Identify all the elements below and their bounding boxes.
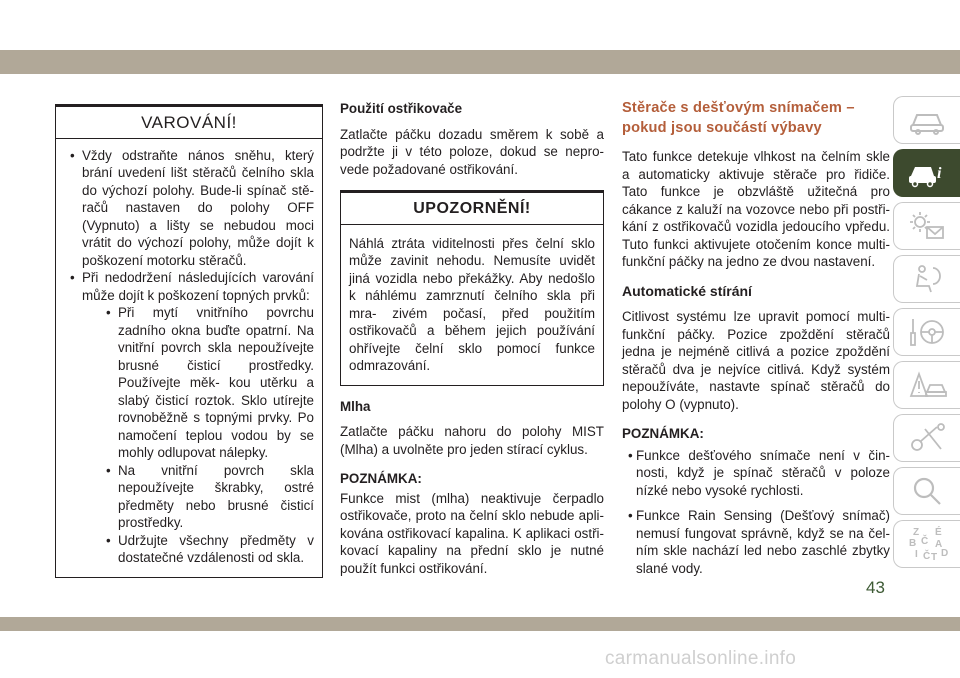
warning-item-text: Vždy odstraňte nános sněhu, který brání uvedení lišt stěračů čelního skla do výchozí polohy. Bude-li spínač stě- račů nastaven do polohy OFF (Vypnuto) a lišty se nebudou moci vrátit do výchozí polohy, může dojít k poškození motorku stěračů.	[82, 147, 314, 268]
auto-wipe-text: Citlivost systému lze upravit pomocí multi- funkční páčky. Pozice zpoždění stěračů jedna je nejméně citlivá a pozice zpoždění stěračů dva je nejvíce citlivá. Když systém nepoužíváte, nastavte spínač stěračů do polohy O (vypnuto).	[622, 309, 890, 412]
warning-item-text: Při nedodržení následujících varování může dojít k poškození topných prvků:	[82, 270, 314, 303]
tab-magnifier[interactable]	[893, 467, 960, 515]
warning-subitem: • Při mytí vnitřního povrchu zadního okna buďte opatrní. Na vnitřní povrch skla nepoužívejte brusné čisticí prostředky. Používejte měk- kou utěrku a slabý čisticí roztok. Sklo utírejte rovnoběžně s topnými prvky. Po namočení teplou vodou by se mohly odlupovat nálepky.	[98, 304, 314, 462]
top-margin	[0, 0, 960, 50]
right-column	[622, 98, 890, 577]
index-letter: A	[935, 539, 943, 550]
rain-sensing-title: Stěrače s dešťovým snímačem – pokud jsou součástí výbavy	[622, 100, 855, 136]
index-letter: Č	[921, 536, 929, 547]
index-letter: B	[909, 538, 917, 549]
note2-item: • Funkce dešťového snímače není v čin- nosti, když je spínač stěračů v poloze nízké nebo vysoké rychlosti.	[622, 447, 890, 500]
caution-box	[340, 190, 604, 386]
tab-alphabet-index[interactable]	[893, 520, 960, 568]
header-bar	[0, 50, 960, 74]
note2-heading: POZNÁMKA:	[622, 426, 704, 441]
car-info-icon	[907, 156, 947, 190]
middle-column	[340, 100, 604, 589]
left-column	[55, 104, 323, 578]
alphabet-index-icon	[907, 524, 947, 564]
tab-wrench-tools[interactable]	[893, 414, 960, 462]
index-letter: I	[915, 549, 918, 560]
warning-sublist	[82, 304, 314, 567]
warning-subitem: • Na vnitřní povrch skla nepoužívejte škrabky, ostré předměty nebo brusné čisticí prostředky.	[98, 462, 314, 532]
warning-title: VAROVÁNÍ!	[56, 107, 322, 139]
mist-heading: Mlha	[340, 398, 371, 414]
warning-car-icon	[907, 368, 947, 402]
washer-heading: Použití ostřikovače	[340, 101, 463, 116]
footer-bar	[0, 617, 960, 631]
washer-text: Zatlačte páčku dozadu směrem k sobě a podržte ji v této poloze, dokud se nepro- vede požadované ostřikování.	[340, 126, 604, 177]
caution-text: Náhlá ztráta viditelnosti přes čelní sklo může zavinit nehodu. Nemusíte uvidět jiná vozidla nebo překážky. Aby nedošlo k náhlému zamrznutí čelního skla při mra- zivém počasí, před použitím ostřikovačů a během jejich používání ohřívejte čelní sklo pomocí funkce odmrazování.	[349, 235, 595, 373]
svg-text:i: i	[937, 165, 942, 182]
auto-wipe-title: Automatické stírání	[622, 282, 752, 299]
wrench-tools-icon	[907, 421, 947, 455]
magnifier-icon	[907, 474, 947, 508]
tab-car-front[interactable]	[893, 96, 960, 144]
note2-item: • Funkce Rain Sensing (Dešťový snímač) nemusí fungovat správně, když se na čel- ním skle nachází led nebo zaschlé zbytky slané vody.	[622, 507, 890, 577]
note1-heading: POZNÁMKA:	[340, 471, 422, 486]
index-letter: Z	[913, 527, 920, 538]
tab-lights-mail[interactable]	[893, 202, 960, 250]
warning-item	[64, 147, 314, 270]
mist-text: Zatlačte páčku nahoru do polohy MIST (Mlha) a uvolněte pro jeden stírací cyklus.	[340, 424, 604, 457]
index-letter: D	[941, 548, 949, 559]
chapter-tabs	[893, 96, 960, 573]
watermark: carmanualsonline.info	[605, 648, 797, 669]
tab-warning-car[interactable]	[893, 361, 960, 409]
steering-tools-icon	[907, 315, 947, 349]
warning-list	[64, 147, 314, 567]
caution-title: UPOZORNĚNÍ!	[341, 193, 603, 225]
car-front-icon	[907, 103, 947, 137]
airbag-seat-icon	[907, 262, 947, 296]
warning-subitem: • Udržujte všechny předměty v dostatečné vzdálenosti od skla.	[98, 532, 314, 567]
index-letter: T	[931, 552, 938, 563]
lights-mail-icon	[907, 209, 947, 243]
note1-text: Funkce mist (mlha) neaktivuje čerpadlo ostřikovače, proto na čelní sklo nebude apli- kována ostřikovací kapalina. K aplikaci ostři- kovací kapaliny na přední sklo je nutné použít funkci ostřikování.	[340, 490, 604, 576]
index-letter: É	[935, 527, 942, 538]
tab-airbag-seat[interactable]	[893, 255, 960, 303]
rain-sensing-text: Tato funkce detekuje vlhkost na čelním skle a automaticky aktivuje stěrače pro řidiče. Tato funkce je obzvláště užitečná pro cákance z kaluží na vozovce nebo při postři- kání z ostřikovačů vozidla jedoucího vpředu. Tuto funkci aktivujete otočením konce multi- funkční páčky na jedno ze dvou nastavení.	[622, 149, 890, 269]
page-number: 43	[866, 578, 885, 597]
bottom-margin	[0, 631, 960, 678]
tab-car-info[interactable]	[893, 149, 960, 197]
warning-box	[55, 104, 323, 578]
index-letter: Č	[923, 551, 931, 562]
note2-list	[622, 447, 890, 578]
warning-item	[64, 269, 314, 567]
tab-steering-tools[interactable]	[893, 308, 960, 356]
warning-body	[56, 139, 322, 577]
